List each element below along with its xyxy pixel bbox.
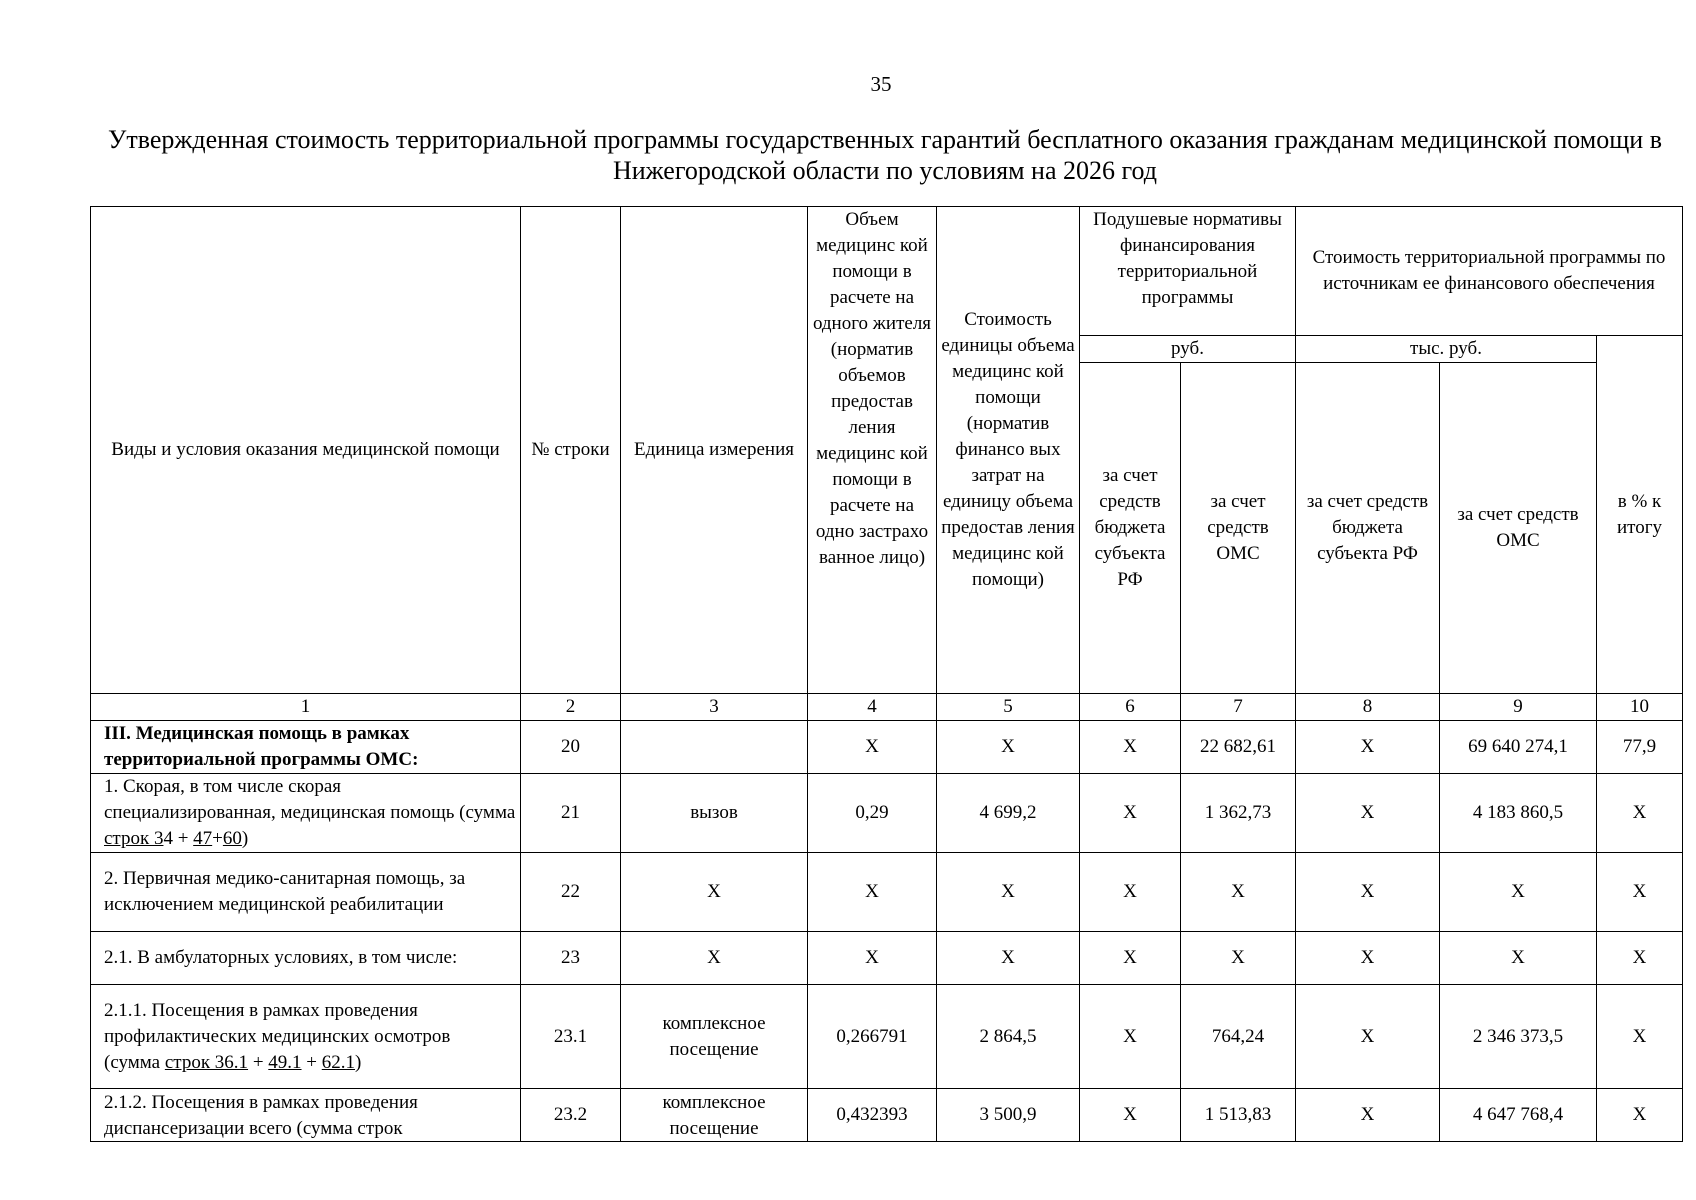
- row-budget-rub: X: [1080, 932, 1181, 985]
- row-name: [91, 985, 521, 1089]
- row-name-text: 2.1.2. Посещения в рамках проведения диспансеризации всего (сумма строк: [104, 1091, 418, 1139]
- column-number-row: [91, 694, 1683, 721]
- row-name-text: (сумма: [104, 1051, 165, 1073]
- row-budget-thousand: X: [1296, 932, 1440, 985]
- row-oms-rub: 1 362,73: [1181, 774, 1296, 853]
- row-oms-thousand: 4 183 860,5: [1440, 774, 1597, 853]
- header-budget-rub: за счет средств бюджета субъекта РФ: [1080, 363, 1181, 694]
- header-row-no: № строки: [521, 207, 621, 694]
- header-unit-rub: руб.: [1080, 336, 1296, 363]
- row-reference-link[interactable]: строк 3: [104, 828, 164, 849]
- header-budget-thousand: за счет средств бюджета субъекта РФ: [1296, 363, 1440, 694]
- header-type: Виды и условия оказания медицинской помощи: [91, 207, 521, 694]
- row-unit-cost: 2 864,5: [937, 985, 1080, 1089]
- column-number: 7: [1181, 694, 1296, 721]
- row-unit-cost: X: [937, 932, 1080, 985]
- column-number: 10: [1597, 694, 1683, 721]
- row-number: 23.1: [521, 985, 621, 1089]
- table-row: [91, 774, 1683, 853]
- row-budget-thousand: X: [1296, 774, 1440, 853]
- row-unit: [621, 1089, 808, 1142]
- row-budget-thousand: X: [1296, 985, 1440, 1089]
- row-number: 20: [521, 721, 621, 774]
- row-oms-thousand: X: [1440, 932, 1597, 985]
- row-budget-rub: X: [1080, 853, 1181, 932]
- row-volume: 0,432393: [808, 1089, 937, 1142]
- row-name-text: ): [355, 1051, 362, 1073]
- row-budget-thousand: X: [1296, 721, 1440, 774]
- page-number: 35: [870, 72, 892, 96]
- header-unit: Единица измерения: [621, 207, 808, 694]
- row-percent: X: [1597, 774, 1683, 853]
- row-oms-thousand: 4 647 768,4: [1440, 1089, 1597, 1142]
- row-oms-rub: X: [1181, 932, 1296, 985]
- row-reference-link[interactable]: строк 36.1: [164, 1051, 249, 1073]
- row-unit: X: [621, 932, 808, 985]
- row-oms-thousand: X: [1440, 853, 1597, 932]
- row-percent: X: [1597, 985, 1683, 1089]
- row-unit: X: [621, 853, 808, 932]
- row-budget-thousand: X: [1296, 853, 1440, 932]
- column-number: 3: [621, 694, 808, 721]
- header-cost-group: Стоимость территориальной программы по источникам ее финансового обеспечения: [1296, 207, 1683, 336]
- row-reference-link[interactable]: 62.1: [321, 1051, 355, 1073]
- cost-table: [90, 206, 1683, 1142]
- column-number: 8: [1296, 694, 1440, 721]
- row-number: 22: [521, 853, 621, 932]
- row-budget-rub: X: [1080, 774, 1181, 853]
- table-row: [91, 853, 1683, 932]
- row-name: 2.1. В амбулаторных условиях, в том числе:: [91, 932, 521, 985]
- row-percent: 77,9: [1597, 721, 1683, 774]
- row-unit-cost: 3 500,9: [937, 1089, 1080, 1142]
- row-reference-link[interactable]: 49.1: [268, 1051, 302, 1073]
- table-row: [91, 932, 1683, 985]
- column-number: 1: [91, 694, 521, 721]
- table-row: [91, 1089, 1683, 1142]
- row-name: [91, 774, 521, 853]
- row-oms-rub: 764,24: [1181, 985, 1296, 1089]
- row-oms-rub: X: [1181, 853, 1296, 932]
- row-name-text: 4 +: [163, 828, 194, 849]
- row-name-text: +: [212, 828, 223, 849]
- row-percent: X: [1597, 1089, 1683, 1142]
- row-name-text: 2.1.1. Посещения в рамках проведения профилактических медицинских осмотров: [104, 999, 451, 1047]
- row-unit: [621, 721, 808, 774]
- row-unit-text: комплексное посещение: [662, 1091, 766, 1139]
- row-unit-cost: X: [937, 721, 1080, 774]
- header-volume: Объем медицинс кой помощи в расчете на одного жителя (норматив объемов предостав ления медицинс кой помощи в расчете на одно застрахо ванное лицо): [808, 207, 937, 694]
- row-name-text: ): [241, 828, 249, 849]
- row-name: III. Медицинская помощь в рамках территориальной программы ОМС:: [91, 721, 521, 774]
- row-volume: X: [808, 853, 937, 932]
- table-row: [91, 985, 1683, 1089]
- row-unit: комплексное посещение: [621, 985, 808, 1089]
- row-oms-rub: 22 682,61: [1181, 721, 1296, 774]
- row-unit: вызов: [621, 774, 808, 853]
- header-row-groups: [91, 207, 1683, 336]
- row-volume: X: [808, 721, 937, 774]
- row-volume: 0,266791: [808, 985, 937, 1089]
- row-budget-rub: X: [1080, 721, 1181, 774]
- row-oms-thousand: 69 640 274,1: [1440, 721, 1597, 774]
- row-budget-thousand: X: [1296, 1089, 1440, 1142]
- row-oms-thousand: 2 346 373,5: [1440, 985, 1597, 1089]
- row-unit-cost: 4 699,2: [937, 774, 1080, 853]
- column-number: 4: [808, 694, 937, 721]
- column-number: 9: [1440, 694, 1597, 721]
- document-title: Утвержденная стоимость территориальной программы государственных гарантий бесплатного оказания гражданам медицинской помощи в Нижегородской области по условиям на 2026 год: [108, 125, 1662, 185]
- row-volume: 0,29: [808, 774, 937, 853]
- header-unit-thousand-rub: тыс. руб.: [1296, 336, 1597, 363]
- row-budget-rub: X: [1080, 1089, 1181, 1142]
- row-volume: X: [808, 932, 937, 985]
- column-number: 2: [521, 694, 621, 721]
- row-number: 23: [521, 932, 621, 985]
- row-percent: X: [1597, 932, 1683, 985]
- header-oms-rub: за счет средств ОМС: [1181, 363, 1296, 694]
- row-number: 23.2: [521, 1089, 621, 1142]
- header-per-capita-group: Подушевые нормативы финансирования территориальной программы: [1080, 207, 1296, 336]
- row-percent: X: [1597, 853, 1683, 932]
- row-number: 21: [521, 774, 621, 853]
- row-name-text: +: [301, 1051, 322, 1073]
- column-number: 6: [1080, 694, 1181, 721]
- row-name-text: +: [248, 1051, 269, 1073]
- table-row: [91, 721, 1683, 774]
- header-percent: в % к итогу: [1597, 336, 1683, 694]
- row-name: 2. Первичная медико-санитарная помощь, за исключением медицинской реабилитации: [91, 853, 521, 932]
- row-name-text: 1. Скорая, в том числе скорая специализированная, медицинская помощь (сумма: [104, 776, 516, 823]
- row-oms-rub: 1 513,83: [1181, 1089, 1296, 1142]
- row-budget-rub: X: [1080, 985, 1181, 1089]
- column-number: 5: [937, 694, 1080, 721]
- row-name: [91, 1089, 521, 1142]
- header-unit-cost: Стоимость единицы объема медицинс кой помощи (норматив финансо вых затрат на единицу объема предостав ления медицинс кой помощи): [937, 207, 1080, 694]
- row-reference-link[interactable]: 47: [193, 828, 213, 849]
- row-unit-cost: X: [937, 853, 1080, 932]
- header-oms-thousand: за счет средств ОМС: [1440, 363, 1597, 694]
- row-reference-link[interactable]: 60: [222, 828, 242, 849]
